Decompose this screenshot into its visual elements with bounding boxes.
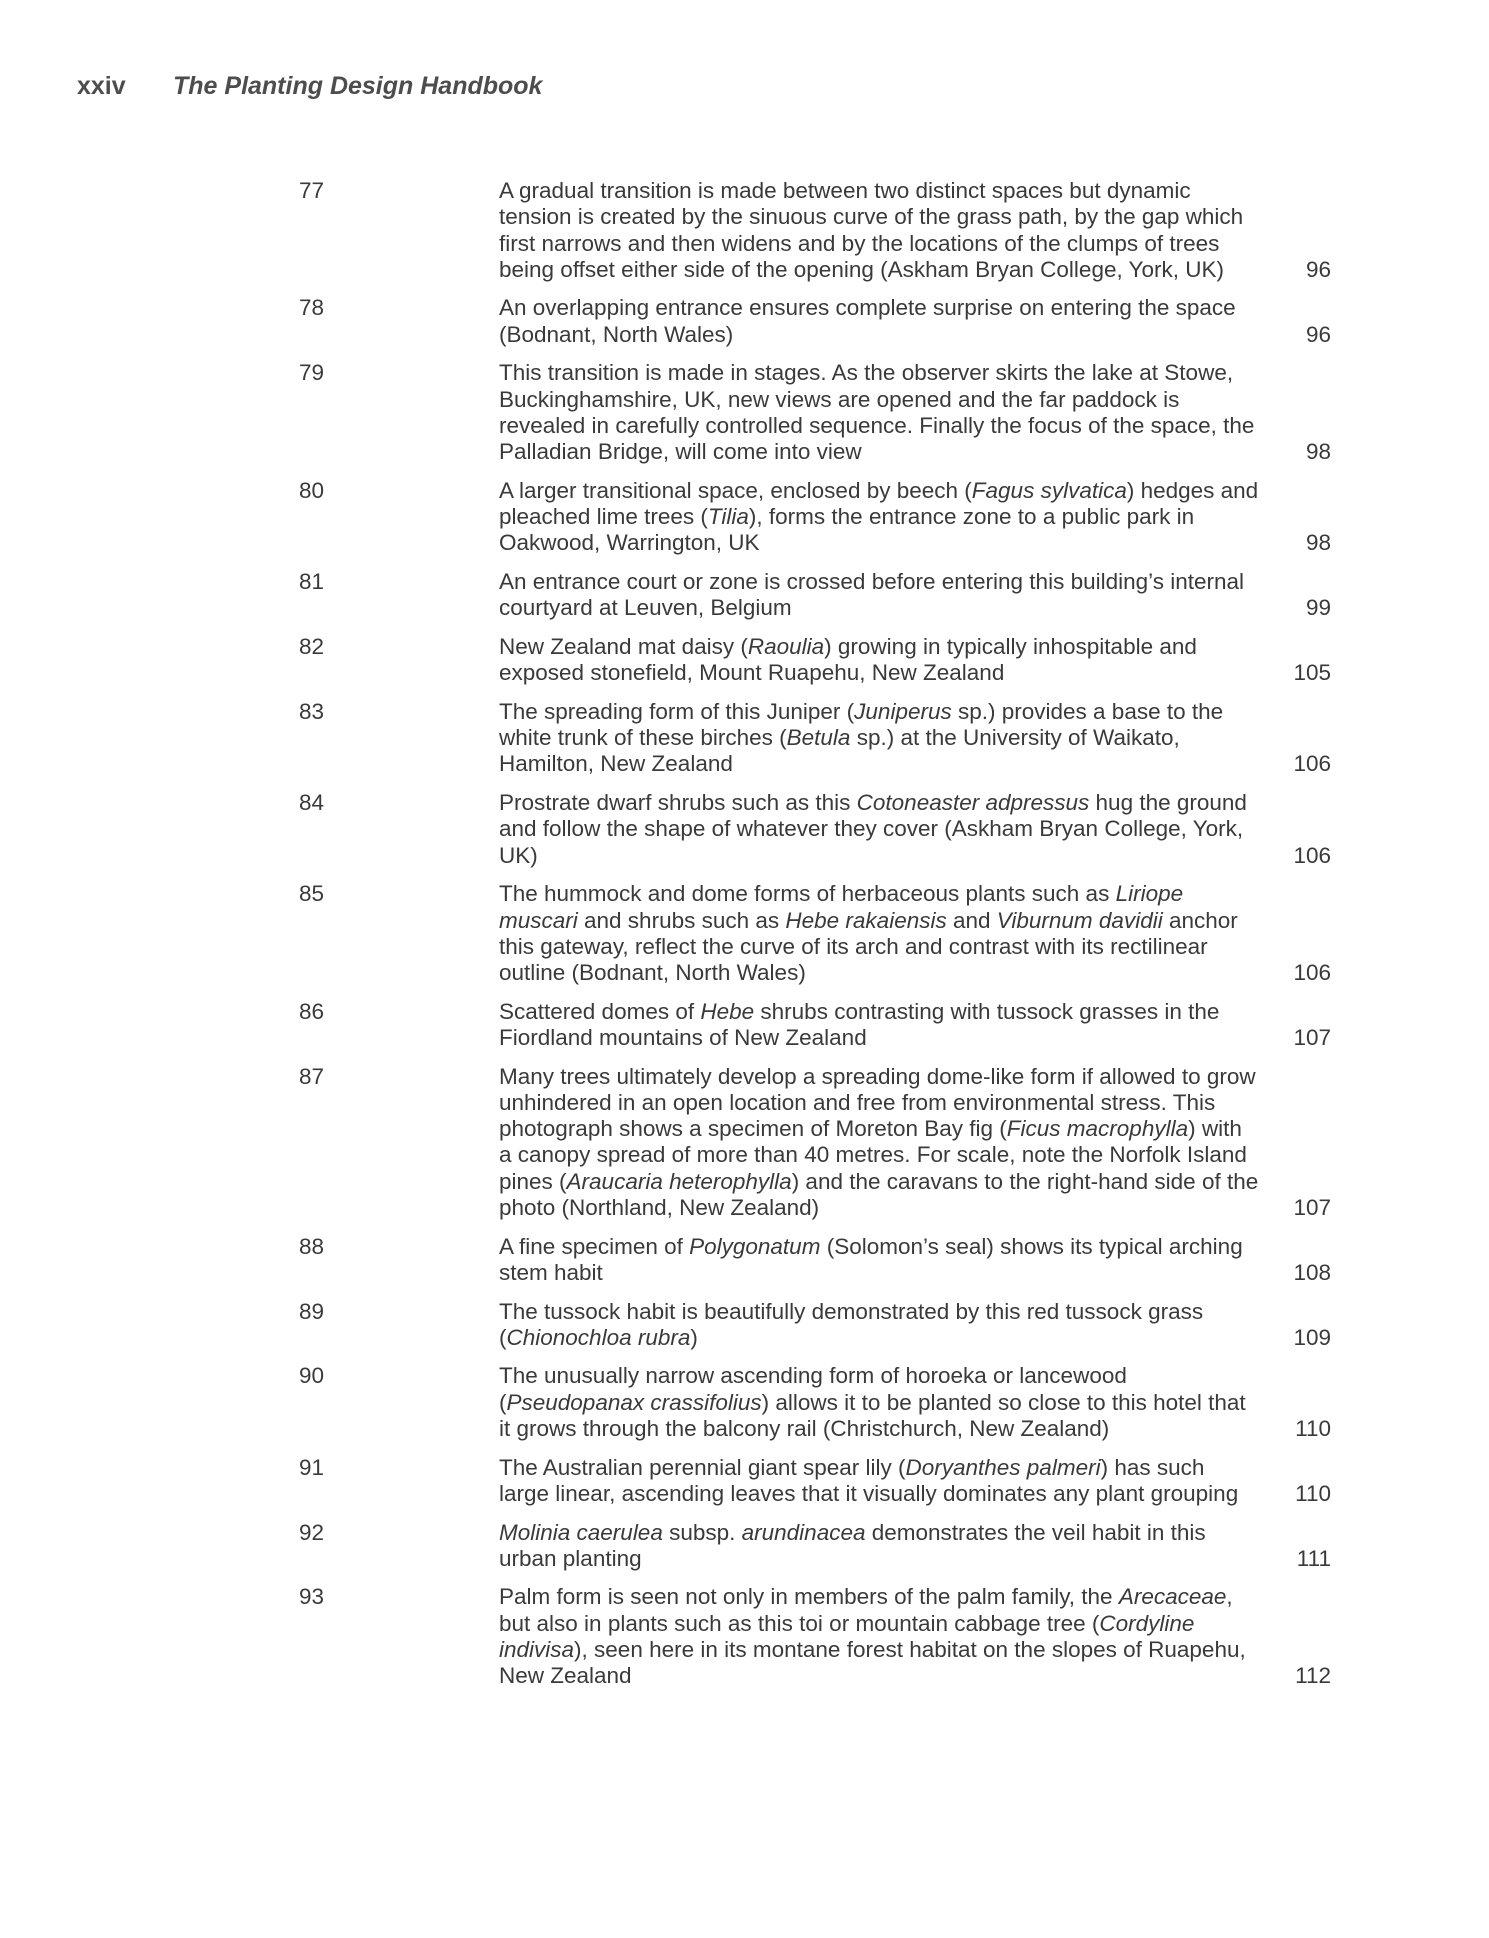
figure-number: 81 [299,569,325,595]
caption-italic-text: Chionochloa rubra [506,1324,691,1350]
figure-number: 77 [299,178,325,203]
caption-italic-text: Raoulia [747,633,825,659]
caption-italic-text: Juniperus [854,698,952,724]
page-reference: 106 [1293,751,1331,777]
caption-text: A larger transitional space, enclosed by beech ( [499,477,972,503]
caption-italic-text: Liriope muscari [499,881,1184,933]
figure-number: 92 [299,1519,325,1545]
figure-caption [499,1455,1259,1508]
caption-text: and shrubs such as [577,907,786,933]
caption-italic-text: Fagus sylvatica [971,477,1127,503]
caption-text: An overlapping entrance ensures complete surprise on entering the space (Bodnant, North Wales) [499,295,1236,347]
caption-text: ) with a canopy spread of more than 40 metres. For scale, note the Norfolk Island pines ( [499,1116,1247,1194]
page-reference: 105 [1293,660,1331,686]
caption-text: hug the ground and follow the shape of whatever they cover (Askham Bryan College, York, UK) [499,790,1247,868]
caption-text: The tussock habit is beautifully demonstrated by this red tussock grass ( [499,1298,1204,1350]
figure-caption [499,360,1259,465]
caption-text: The hummock and dome forms of herbaceous plants such as [499,881,1116,907]
caption-italic-text: Viburnum davidii [996,907,1163,933]
page-reference: 111 [1296,1545,1331,1571]
page-reference: 112 [1295,1663,1331,1689]
figure-caption [499,1299,1259,1352]
list-item [299,999,1331,1052]
caption-text: New Zealand mat daisy ( [499,633,748,659]
list-item [299,1584,1331,1689]
caption-text: sp.) at the University of Waikato, Hamilton, New Zealand [499,725,1180,777]
page-reference: 110 [1295,1416,1331,1442]
list-item [299,1363,1331,1442]
caption-text: ), forms the entrance zone to a public park in Oakwood, Warrington, UK [499,504,1195,556]
caption-italic-text: Molinia caerulea [499,1519,663,1545]
page-reference: 109 [1293,1324,1331,1350]
list-item [299,1064,1331,1222]
figure-caption [499,699,1259,778]
caption-text: anchor this gateway, reflect the curve of its arch and contrast with its rectilinear outline (Bodnant, North Wales) [499,907,1238,986]
figure-number: 84 [299,790,325,816]
caption-text: ) [690,1324,698,1350]
figure-number: 91 [299,1454,325,1480]
list-item [299,790,1331,869]
page-reference: 106 [1293,960,1331,986]
caption-text: and [946,907,997,933]
figure-caption [499,478,1259,557]
caption-italic-text: Cotoneaster adpressus [856,790,1090,816]
figure-number: 89 [299,1298,325,1324]
figure-caption [499,1234,1259,1287]
figure-number: 90 [299,1363,325,1389]
caption-italic-text: Cordyline indivisa [499,1610,1195,1662]
caption-italic-text: Pseudopanax crassifolius [506,1389,762,1415]
page-reference: 106 [1293,842,1331,868]
figure-caption [499,1584,1259,1689]
caption-text: ) growing in typically inhospitable and exposed stonefield, Mount Ruapehu, New Zealand [499,633,1197,686]
caption-text: Scattered domes of [499,998,701,1024]
figure-number: 78 [299,295,325,321]
page-reference: 96 [1305,256,1331,282]
figure-number: 86 [299,998,325,1024]
figure-caption [499,881,1259,986]
caption-text: subsp. [662,1519,742,1545]
list-item [299,699,1331,778]
caption-text: This transition is made in stages. As the observer skirts the lake at Stowe, Buckinghamshire, UK, new views are opened and the far paddock is revealed in carefully controlled sequence. Finally the focus of the space, the Palladian Bridge, will come into view [499,360,1255,465]
caption-text: A gradual transition is made between two distinct spaces but dynamic tension is created by the sinuous curve of the grass path, by the gap which first narrows and then widens and by the locations of the clumps of trees being offset either side of the opening (Askham Bryan College, York, UK) [499,178,1244,282]
caption-text: A fine specimen of [499,1233,690,1259]
figure-number: 87 [299,1063,325,1089]
running-header [77,72,542,101]
book-title: The Planting Design Handbook [173,72,543,100]
caption-text: Many trees ultimately develop a spreading dome-like form if allowed to grow unhindered in an open location and free from environmental stress. This photograph shows a specimen of Moreton Bay fig ( [499,1063,1256,1142]
list-item [299,1234,1331,1287]
caption-text: ) allows it to be planted so close to this hotel that it grows through the balcony rail (Christchurch, New Zealand) [499,1389,1246,1442]
figure-number: 79 [299,360,325,386]
caption-italic-text: Polygonatum [689,1233,821,1259]
caption-text: Palm form is seen not only in members of the palm family, the [499,1584,1119,1610]
figure-number: 85 [299,881,325,907]
list-item [299,478,1331,557]
caption-text: The Australian perennial giant spear lily ( [499,1454,906,1480]
page-reference: 107 [1293,1195,1331,1221]
caption-italic-text: Doryanthes palmeri [905,1454,1101,1480]
list-item [299,178,1331,283]
figure-number: 80 [299,477,325,503]
caption-italic-text: arundinacea [741,1519,866,1545]
caption-text: An entrance court or zone is crossed before entering this building’s internal courtyard at Leuven, Belgium [499,569,1245,621]
caption-italic-text: Araucaria heterophylla [566,1168,792,1194]
figure-number: 83 [299,698,325,724]
list-item [299,569,1331,622]
figure-caption [499,1520,1259,1573]
list-item [299,1299,1331,1352]
list-item [299,360,1331,465]
caption-italic-text: Tilia [707,504,749,530]
figure-caption [499,1363,1259,1442]
caption-text: ) has such large linear, ascending leaves that it visually dominates any plant grouping [499,1454,1239,1506]
caption-italic-text: Arecaceae [1118,1584,1227,1610]
figure-caption [499,569,1259,622]
figure-caption [499,999,1259,1052]
caption-text: (Solomon’s seal) shows its typical arching stem habit [499,1233,1243,1285]
figure-number: 88 [299,1233,325,1259]
caption-text: ), seen here in its montane forest habitat on the slopes of Ruapehu, New Zealand [499,1637,1246,1689]
figure-caption [499,634,1259,687]
caption-text: ) and the caravans to the right-hand side of the photo (Northland, New Zealand) [499,1168,1259,1221]
page-reference: 96 [1305,321,1331,347]
page-reference: 99 [1305,595,1331,621]
caption-text: Prostrate dwarf shrubs such as this [499,790,857,816]
list-item [299,1455,1331,1508]
figure-caption [499,1064,1259,1222]
figure-number: 93 [299,1584,325,1610]
caption-italic-text: Hebe rakaiensis [785,907,947,933]
figure-number: 82 [299,633,325,659]
page-reference: 98 [1305,439,1331,465]
caption-italic-text: Hebe [700,998,755,1024]
caption-text: ) hedges and pleached lime trees ( [499,477,1259,530]
caption-text: sp.) provides a base to the white trunk of these birches ( [499,698,1224,751]
figure-caption [499,295,1259,348]
list-item [299,1520,1331,1573]
list-item [299,881,1331,986]
figure-caption [499,790,1259,869]
page-reference: 108 [1293,1259,1331,1285]
list-of-illustrations [299,178,1331,1702]
caption-text: The unusually narrow ascending form of horoeka or lancewood ( [499,1363,1127,1415]
list-item [299,295,1331,348]
caption-text: shrubs contrasting with tussock grasses in the Fiordland mountains of New Zealand [499,998,1220,1050]
page-reference: 107 [1293,1024,1331,1050]
page-reference: 110 [1295,1480,1331,1506]
list-item [299,634,1331,687]
caption-italic-text: Betula [786,725,851,751]
caption-text: , but also in plants such as this toi or mountain cabbage tree ( [499,1584,1233,1636]
figure-caption [499,178,1259,283]
page-number: xxiv [77,72,126,100]
page-reference: 98 [1305,530,1331,556]
caption-italic-text: Ficus macrophylla [1006,1116,1189,1142]
caption-text: The spreading form of this Juniper ( [499,698,855,724]
caption-text: demonstrates the veil habit in this urban planting [499,1519,1206,1571]
